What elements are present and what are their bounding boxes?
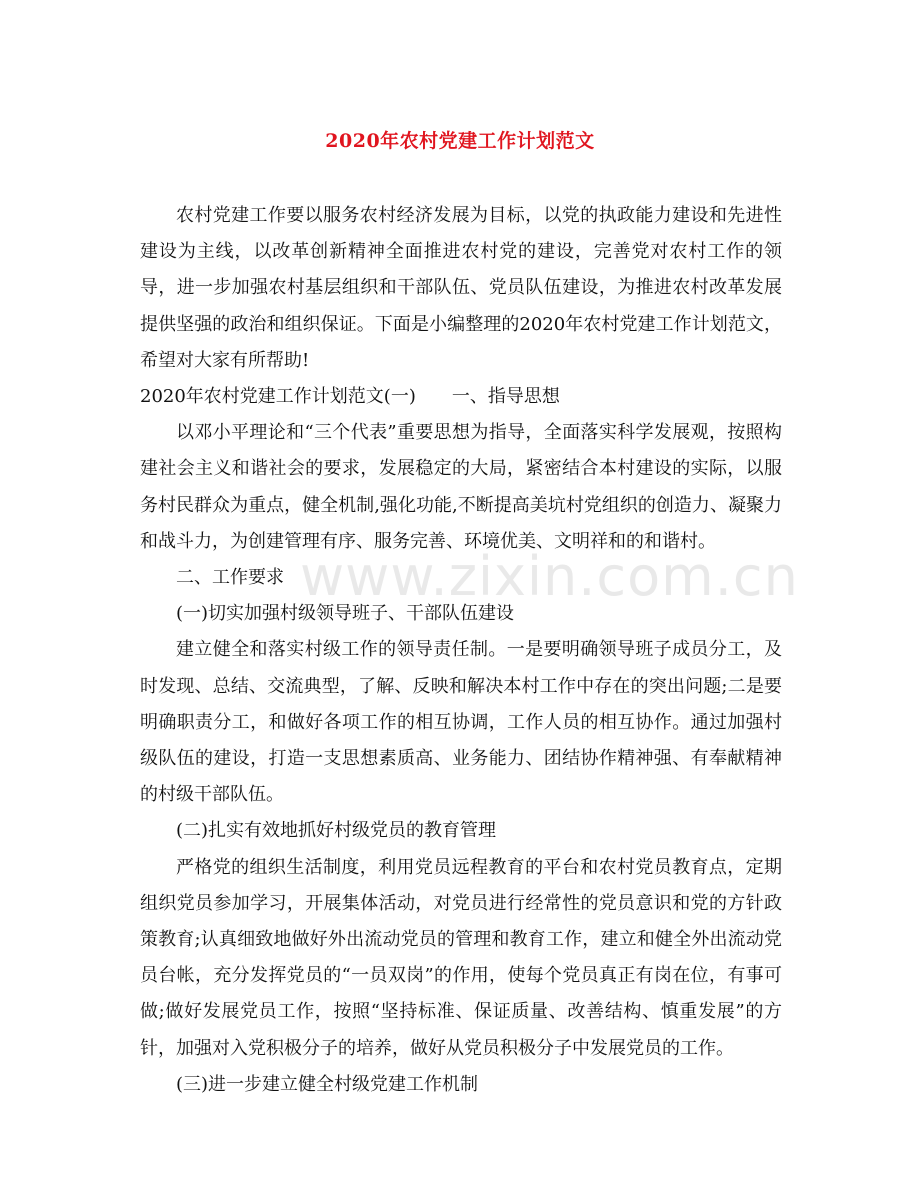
document-title: 2020年农村党建工作计划范文 [325, 130, 595, 152]
subheading-party-member-education: (二)扎实有效地抓好村级党员的教育管理 [176, 820, 497, 842]
guiding-ideology-paragraph: 以邓小平理论和“三个代表”重要思想为指导，全面落实科学发展观，按照构建社会主义和谐社会的要求，发展稳定的大局，紧密结合本村建设的实际，以服务村民群众为重点，健全机制,强化功能,不断提高美坑村党组织的创造力、凝聚力和战斗力，为创建管理有序、服务完善、环境优美、文明祥和的和谐村。 [140, 422, 782, 552]
intro-paragraph: 农村党建工作要以服务农村经济发展为目标，以党的执政能力建设和先进性建设为主线，以改革创新精神全面推进农村党的建设，完善党对农村工作的领导，进一步加强农村基层组织和干部队伍、党员队伍建设，为推进农村改革发展提供坚强的政治和组织保证。下面是小编整理的2020年农村党建工作计划范文，希望对大家有所帮助! [140, 205, 782, 371]
document-body [140, 198, 782, 1103]
watermark: www.zixin.com.cn [300, 545, 799, 608]
section-heading-plan-one: 2020年农村党建工作计划范文(一) 一、指导思想 [140, 386, 560, 408]
subheading-leadership: (一)切实加强村级领导班子、干部队伍建设 [176, 603, 515, 625]
leadership-paragraph: 建立健全和落实村级工作的领导责任制。一是要明确领导班子成员分工，及时发现、总结、交流典型，了解、反映和解决本村工作中存在的突出问题;二是要明确职责分工，和做好各项工作的相互协调，工作人员的相互协作。通过加强村级队伍的建设，打造一支思想素质高、业务能力、团结协作精神强、有奉献精神的村级干部队伍。 [140, 639, 782, 806]
subheading-work-mechanism: (三)进一步建立健全村级党建工作机制 [176, 1073, 479, 1095]
section-heading-work-requirements: 二、工作要求 [176, 567, 284, 589]
party-member-education-paragraph: 严格党的组织生活制度，利用党员远程教育的平台和农村党员教育点，定期组织党员参加学习，开展集体活动，对党员进行经常性的党员意识和党的方针政策教育;认真细致地做好外出流动党员的管理和教育工作，建立和健全外出流动党员台帐，充分发挥党员的“一员双岗”的作用，使每个党员真正有岗在位，有事可做;做好发展党员工作，按照“坚持标准、保证质量、改善结构、慎重发展”的方针，加强对入党积极分子的培养，做好从党员积极分子中发展党员的工作。 [140, 856, 782, 1059]
